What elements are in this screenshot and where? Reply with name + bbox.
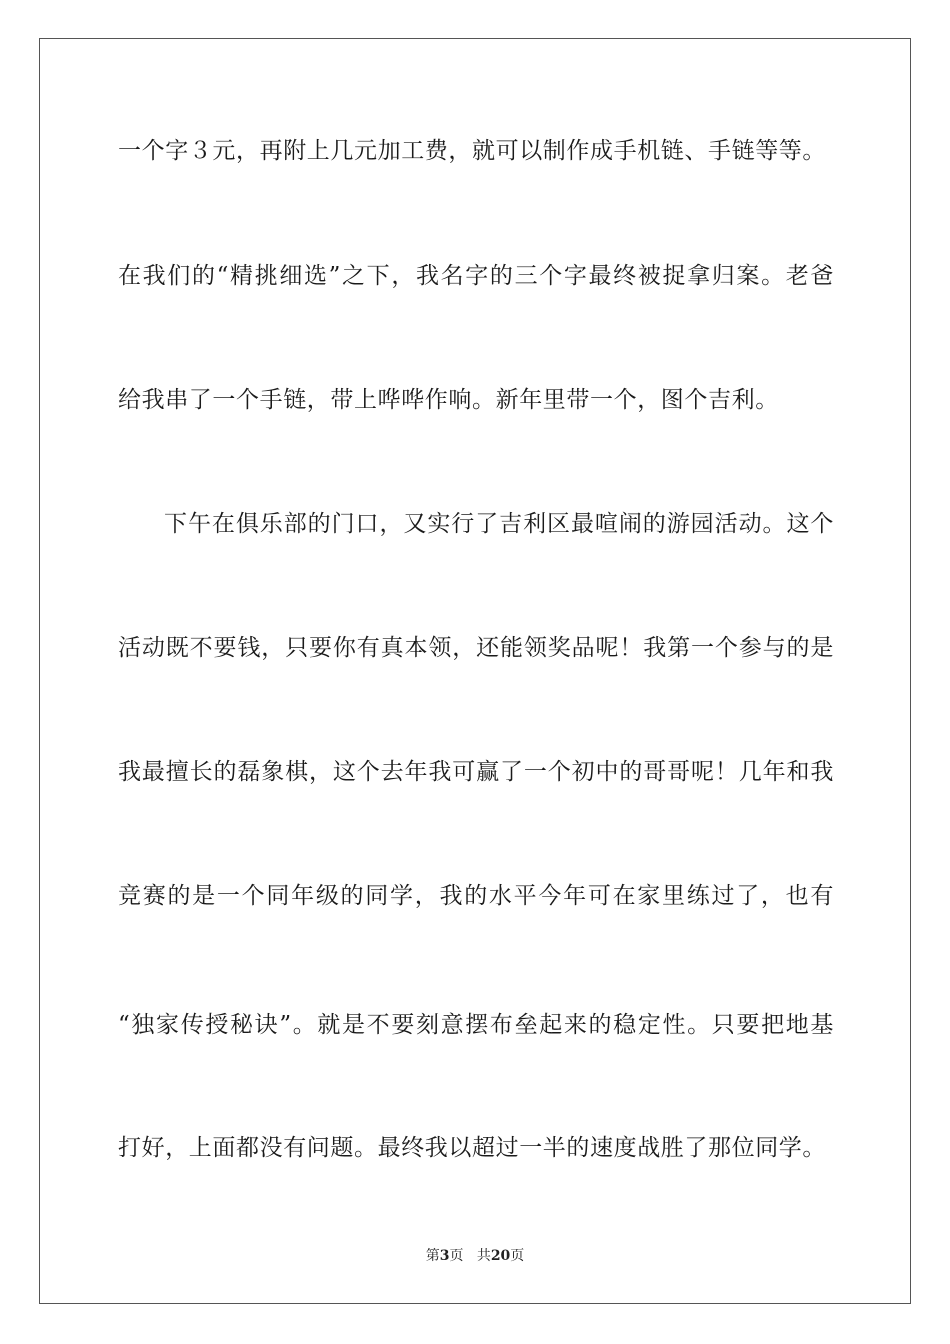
page-border <box>39 38 911 1304</box>
text-line-5: 活动既不要钱，只要你有真本领，还能领奖品呢！我第一个参与的是 <box>118 635 834 661</box>
total-suffix: 页 <box>510 1248 525 1264</box>
page-prefix: 第 <box>425 1248 440 1264</box>
text-line-6: 我最擅长的磊象棋，这个去年我可赢了一个初中的哥哥呢！几年和我 <box>118 759 834 785</box>
text-line-1: 一个字３元，再附上几元加工费，就可以制作成手机链、手链等等。 <box>118 138 826 164</box>
page-number: 3 <box>439 1248 450 1264</box>
page-suffix: 页 <box>449 1248 464 1264</box>
text-line-7: 竞赛的是一个同年级的同学，我的水平今年可在家里练过了，也有 <box>118 883 834 909</box>
text-line-9: 打好，上面都没有问题。最终我以超过一半的速度战胜了那位同学。 <box>118 1135 826 1161</box>
page-footer <box>0 1247 950 1265</box>
total-prefix: 共 <box>476 1248 491 1264</box>
total-pages: 20 <box>490 1248 511 1264</box>
text-line-4: 下午在俱乐部的门口，又实行了吉利区最喧闹的游园活动。这个 <box>164 511 834 537</box>
text-line-3: 给我串了一个手链，带上哗哗作响。新年里带一个，图个吉利。 <box>118 387 779 413</box>
text-line-8: “独家传授秘诀”。就是不要刻意摆布垒起来的稳定性。只要把地基 <box>118 1012 834 1038</box>
text-line-2: 在我们的“精挑细选”之下，我名字的三个字最终被捉拿归案。老爸 <box>118 263 834 289</box>
